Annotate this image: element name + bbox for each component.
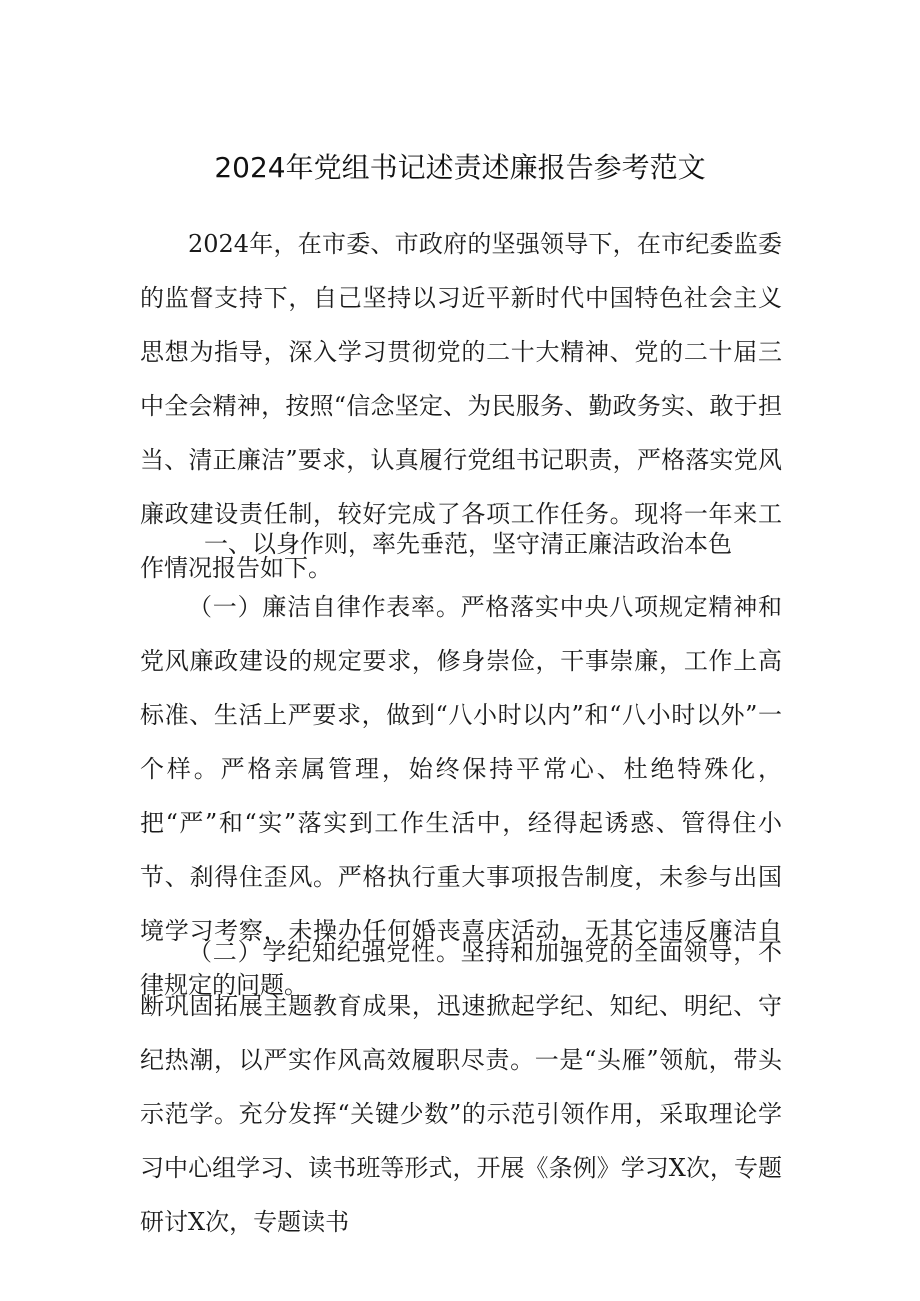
intro-paragraph: 2024年，在市委、市政府的坚强领导下，在市纪委监委的监督支持下，自己坚持以习近平新时代中国特色社会主义思想为指导，深入学习贯彻党的二十大精神、党的二十届三中全会精神，按照“信念坚定、为民服务、勤政务实、敢于担当、清正廉洁”要求，认真履行党组书记职责，严格落实党风廉政建设责任制，较好完成了各项工作任务。现将一年来工作情况报告如下。	[140, 230, 782, 582]
document-title: 2024年党组书记述责述廉报告参考范文	[214, 151, 706, 184]
paragraph-discipline: （二）学纪知纪强党性。坚持和加强党的全面领导，不断巩固拓展主题教育成果，迅速掀起学纪、知纪、明纪、守纪热潮，以严实作风高效履职尽责。一是“头雁”领航，带头示范学。充分发挥“关键少数”的示范引领作用，采取理论学习中心组学习、读书班等形式，开展《条例》学习X次，专题研讨X次，专题读书	[140, 938, 782, 1236]
paragraph-integrity: （一）廉洁自律作表率。严格落实中央八项规定精神和党风廉政建设的规定要求，修身崇俭，干事崇廉，工作上高标准、生活上严要求，做到“八小时以内”和“八小时以外”一个样。严格亲属管理，始终保持平常心、杜绝特殊化，把“严”和“实”落实到工作生活中，经得起诱惑、管得住小节、刹得住歪风。严格执行重大事项报告制度，未参与出国境学习考察，未操办任何婚丧喜庆活动，无其它违反廉洁自律规定的问题。	[140, 593, 782, 999]
section-heading: 一、以身作则，率先垂范，坚守清正廉洁政治本色	[204, 530, 732, 558]
